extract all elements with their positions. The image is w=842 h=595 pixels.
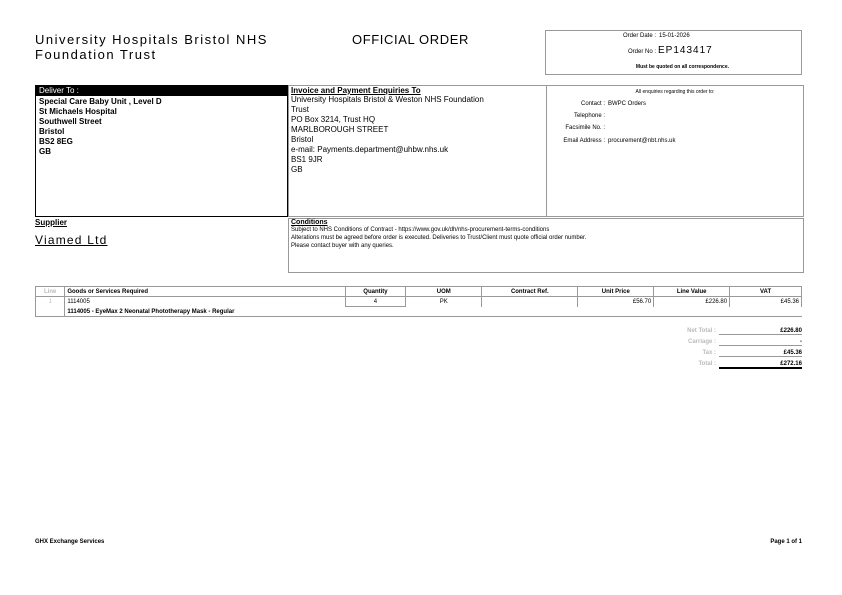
deliver-address-line: Special Care Baby Unit , Level D <box>39 97 162 106</box>
invoice-heading: Invoice and Payment Enquiries To <box>291 86 421 95</box>
invoice-address-line: PO Box 3214, Trust HQ <box>291 115 376 124</box>
invoice-address-line: Trust <box>291 105 309 114</box>
order-number-label: Order No : <box>627 49 656 55</box>
order-lines-table <box>35 286 802 317</box>
email-value: procurement@nbt.nhs.uk <box>608 138 676 144</box>
email-label: Email Address : <box>563 138 605 144</box>
table-row-description <box>36 307 802 317</box>
deliver-address-line: BS2 8EG <box>39 137 73 146</box>
tax-value: £45.36 <box>719 350 802 357</box>
conditions-text <box>289 226 803 250</box>
order-date-label: Order Date : <box>622 33 656 39</box>
col-uom: UOM <box>406 287 482 297</box>
contact-value: BWPC Orders <box>608 101 647 107</box>
cell-line-value: £226.80 <box>654 297 730 307</box>
col-quantity: Quantity <box>345 287 406 297</box>
cell-vat: £45.36 <box>730 297 802 307</box>
tax-label: Tax : <box>702 350 716 356</box>
carriage-row <box>640 339 802 348</box>
supplier-heading: Supplier <box>35 218 68 227</box>
invoice-panel <box>288 85 547 217</box>
cell-contract-ref <box>482 297 578 307</box>
table-row <box>36 297 802 307</box>
total-value: £272.16 <box>719 361 802 369</box>
order-date-value: 15-01-2026 <box>659 33 690 39</box>
deliver-address-line: St Michaels Hospital <box>39 107 117 116</box>
total-label: Total : <box>698 361 716 367</box>
organisation-name <box>35 32 268 62</box>
supplier-name: Viamed Ltd <box>35 233 108 247</box>
conditions-panel <box>288 218 804 273</box>
organisation-name-line1: University Hospitals Bristol NHS <box>35 32 268 47</box>
cell-uom: PK <box>406 297 482 307</box>
table-header-row <box>36 287 802 297</box>
deliver-to-heading: Deliver To : <box>36 86 287 96</box>
cell-line: 1 <box>36 297 65 307</box>
invoice-email-line: e-mail: Payments.department@uhbw.nhs.uk <box>291 145 449 154</box>
contact-label: Contact : <box>580 101 605 107</box>
net-total-label: Net Total : <box>687 328 716 334</box>
tax-row <box>640 350 802 359</box>
invoice-address <box>289 95 547 175</box>
page-number: Page 1 of 1 <box>770 539 802 545</box>
col-line-value: Line Value <box>654 287 730 297</box>
deliver-address <box>36 96 287 158</box>
cell-unit-price: £56.70 <box>578 297 654 307</box>
net-total-row <box>640 328 802 337</box>
contact-intro: All enquiries regarding this order to: <box>635 89 715 95</box>
col-contract-ref: Contract Ref. <box>482 287 578 297</box>
total-row <box>640 361 802 370</box>
col-goods: Goods or Services Required <box>65 287 345 297</box>
order-number-value: EP143417 <box>658 45 713 56</box>
invoice-address-line: BS1 9JR <box>291 155 323 164</box>
organisation-name-line2: Foundation Trust <box>35 47 157 62</box>
invoice-address-line: GB <box>291 165 303 174</box>
document-title: OFFICIAL ORDER <box>352 32 469 47</box>
contact-panel <box>546 85 804 217</box>
cell-quantity: 4 <box>345 297 406 307</box>
conditions-line: Alterations must be agreed before order is executed. Deliveries to Trust/Client must quote official order number. <box>291 235 587 241</box>
deliver-to-panel <box>35 85 288 217</box>
cell-description: 1114005 - EyeMax 2 Neonatal Phototherapy Mask - Regular <box>65 307 802 317</box>
cell-empty <box>36 307 65 317</box>
carriage-value: - <box>719 339 802 346</box>
deliver-address-line: GB <box>39 147 51 156</box>
conditions-line: Please contact buyer with any queries. <box>291 243 394 249</box>
invoice-address-line: University Hospitals Bristol & Weston NHS Foundation <box>291 95 484 104</box>
order-number-note: Must be quoted on all correspondence. <box>635 64 729 70</box>
order-info-box <box>545 30 802 75</box>
col-line: Line <box>36 287 65 297</box>
carriage-label: Carriage : <box>687 339 716 345</box>
conditions-heading: Conditions <box>291 219 328 226</box>
telephone-label: Telephone : <box>573 113 605 119</box>
col-vat: VAT <box>730 287 802 297</box>
invoice-address-line: Bristol <box>291 135 314 144</box>
col-unit-price: Unit Price <box>578 287 654 297</box>
net-total-value: £226.80 <box>719 328 802 335</box>
invoice-address-line: MARLBOROUGH STREET <box>291 125 389 134</box>
facsimile-label: Facsimile No. : <box>565 125 605 131</box>
footer-left: GHX Exchange Services <box>35 539 105 545</box>
conditions-line: Subject to NHS Conditions of Contract - https://www.gov.uk/dh/nhs-procurement-terms-conditions <box>291 227 550 233</box>
deliver-address-line: Bristol <box>39 127 65 136</box>
cell-code: 1114005 <box>65 297 345 307</box>
deliver-address-line: Southwell Street <box>39 117 102 126</box>
